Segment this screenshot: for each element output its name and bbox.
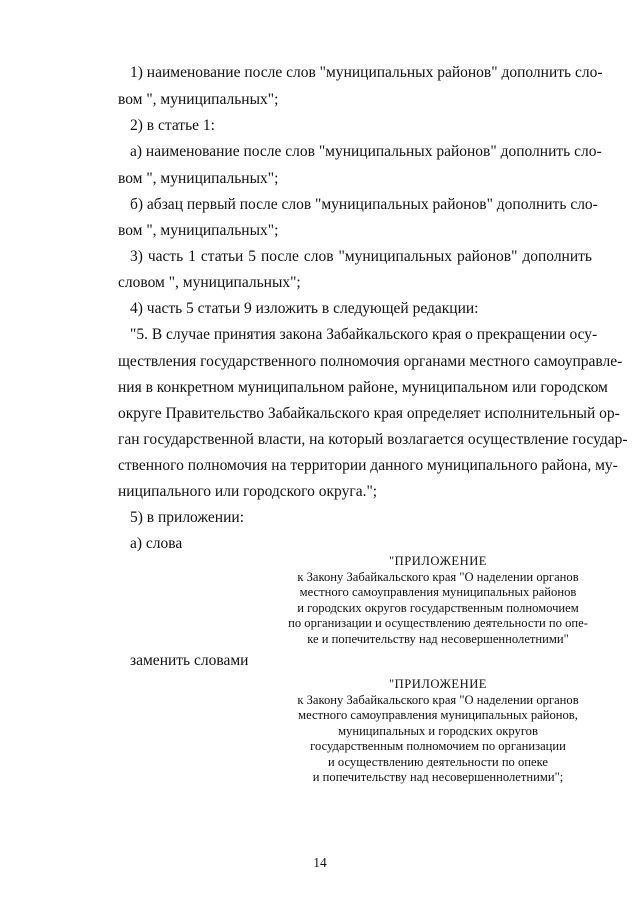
item-1-line-1: 1) наименование после слов "муниципальных районов" дополнить сло- [130,64,603,81]
quote-line-4: округе Правительство Забайкальского края определяет исполнительный ор- [118,405,620,422]
old-appendix-line: ке и попечительству над несовершеннолетними" [307,631,569,646]
new-appendix-line: "ПРИЛОЖЕНИЕ [388,677,488,691]
item-5: 5) в приложении: [130,509,244,526]
new-appendix-line: муниципальных и городских округов [338,723,538,738]
old-appendix-line: по организации и осуществлению деятельности по опе- [288,616,588,630]
old-appendix-line: "ПРИЛОЖЕНИЕ [388,554,488,568]
old-appendix-heading [284,554,592,647]
item-2b-line-1: б) абзац первый после слов "муниципальных районов" дополнить сло- [130,196,598,213]
item-2b-line-2: вом ", муниципальных"; [118,222,279,239]
item-3-line-2: словом ", муниципальных"; [118,274,301,291]
item-5a: а) слова [130,535,183,552]
item-2: 2) в статье 1: [130,117,215,134]
old-appendix-line: местного самоуправления муниципальных районов [299,585,577,599]
replace-label: заменить словами [130,652,249,669]
item-2a-line-2: вом ", муниципальных"; [118,170,279,187]
new-appendix-heading [284,677,592,786]
new-appendix-line: и осуществлению деятельности по опеке [327,754,549,769]
quote-line-3: ния в конкретном муниципальном районе, муниципальном или городском [118,379,608,396]
item-2a-line-1: а) наименование после слов "муниципальных районов" дополнить сло- [130,143,602,160]
new-appendix-line: и попечительству над несовершеннолетними"; [312,770,564,784]
quote-line-2: ществления государственного полномочия органами местного самоуправле- [118,353,623,370]
item-4: 4) часть 5 статьи 9 изложить в следующей редакции: [130,300,479,317]
item-3-line-1: 3) часть 1 статьи 5 после слов "муниципальных районов" дополнить [130,248,592,265]
page-number: 14 [313,855,327,870]
quote-line-5: ган государственной власти, на который возлагается осуществление государ- [118,431,628,448]
item-1-line-2: вом ", муниципальных"; [118,91,279,108]
quote-line-6: ственного полномочия на территории данного муниципального района, му- [118,457,618,474]
quote-line-1: "5. В случае принятия закона Забайкальского края о прекращении осу- [130,326,598,343]
old-appendix-line: к Закону Забайкальского края "О наделении органов [297,569,579,584]
new-appendix-line: государственным полномочием по организации [310,739,566,753]
old-appendix-line: и городских округов государственным полномочием [297,600,579,615]
new-appendix-line: к Закону Забайкальского края "О наделении органов [297,692,579,707]
quote-line-7: ниципального или городского округа."; [118,483,378,500]
new-appendix-line: местного самоуправления муниципальных районов, [298,708,578,722]
